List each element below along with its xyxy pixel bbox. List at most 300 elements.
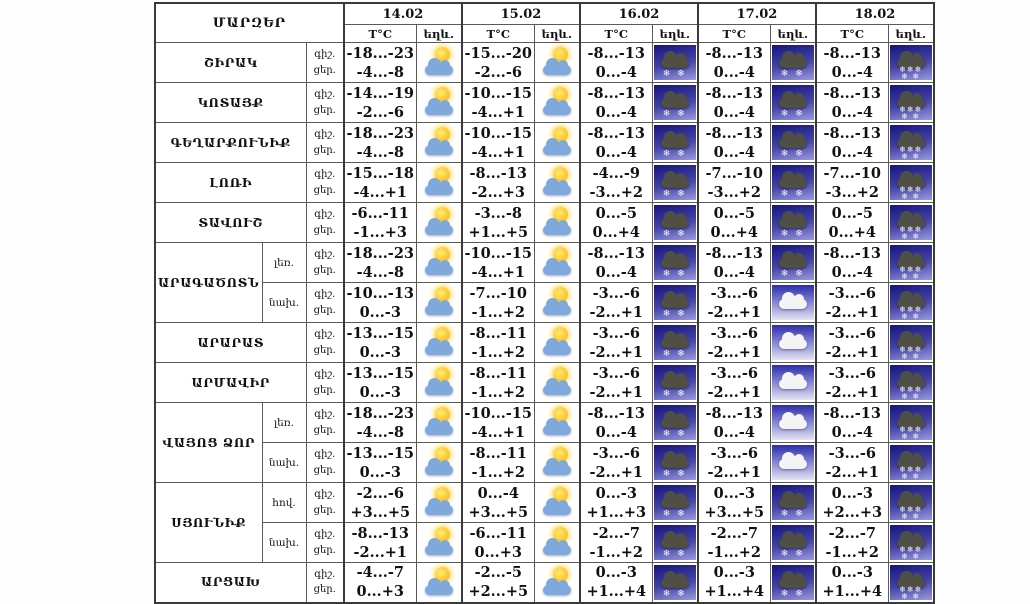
weather-icon-cell [770, 163, 816, 203]
night-temp: -13...-15 [346, 364, 415, 382]
temperature-cell [580, 123, 652, 163]
snowflakes: ❄ ❄ [780, 549, 805, 559]
day-temp: 0...-3 [359, 303, 401, 321]
day-temp: -4...+1 [353, 183, 407, 201]
cloud-icon [425, 345, 453, 355]
weather-icon-cell [652, 83, 698, 123]
night-temp: -4...-9 [592, 164, 640, 182]
snowflakes: ❄ ❄ [780, 269, 805, 279]
cloud-icon [425, 465, 453, 475]
partly-cloudy-icon [418, 205, 460, 240]
day-temp: -2...+1 [825, 383, 879, 401]
snow-icon [772, 245, 814, 280]
weather-icon-cell [416, 203, 462, 243]
night-temp: -3...-6 [592, 324, 640, 342]
weather-icon-cell [888, 163, 934, 203]
temperature-cell [698, 43, 770, 83]
temperature-cell [816, 123, 888, 163]
temp-column-header: T°C [816, 25, 888, 43]
cloud-icon [543, 505, 571, 515]
night-label: գիշ. [314, 169, 336, 180]
day-temp: -1...+2 [825, 543, 879, 561]
weather-icon-cell [534, 323, 580, 363]
night-temp: 0...-5 [595, 204, 637, 222]
day-temp: 0...-3 [359, 383, 401, 401]
night-temp: -18...-23 [346, 124, 415, 142]
snowflakes: ❄ ❄ [662, 149, 687, 159]
zone-label: նախ. [262, 443, 306, 483]
night-temp: 0...-5 [831, 204, 873, 222]
partly-cloudy-icon [418, 45, 460, 80]
cloud-icon [425, 385, 453, 395]
snowflakes: ❄ ❄ [780, 189, 805, 199]
night-temp: -3...-8 [474, 204, 522, 222]
day-temp: -4...-8 [356, 63, 404, 81]
weather-icon-cell [652, 523, 698, 563]
day-label: ցեր. [313, 144, 336, 156]
weather-icon-cell [416, 483, 462, 523]
region-name: ԱՐՄԱՎԻՐ [155, 363, 306, 403]
temperature-cell [816, 283, 888, 323]
cloud-icon [661, 418, 689, 428]
night-temp: -8...-13 [823, 84, 881, 102]
partly-cloudy-icon [536, 285, 578, 320]
night-temp: -8...-11 [469, 364, 527, 382]
cloud-icon [779, 258, 807, 268]
temperature-cell [580, 283, 652, 323]
night-temp: -2...-7 [592, 524, 640, 542]
date-header-5: 18.02 [816, 3, 934, 25]
weather-icon-cell [770, 443, 816, 483]
night-temp: -15...-18 [346, 164, 415, 182]
night-temp: -7...-10 [469, 284, 527, 302]
snowflakes: ❄ ❄ [780, 69, 805, 79]
temp-column-header: T°C [698, 25, 770, 43]
weather-icon-cell [416, 83, 462, 123]
header-dates-row [155, 3, 934, 25]
day-temp: 0...-4 [831, 423, 873, 441]
heavy-snow-icon [890, 45, 932, 80]
heavy-snow-icon [890, 485, 932, 520]
table-row [155, 243, 934, 283]
night-temp: 0...-3 [713, 484, 755, 502]
day-temp: -2...-6 [474, 63, 522, 81]
night-label: գիշ. [314, 529, 336, 540]
weather-icon-cell [534, 43, 580, 83]
cloud-icon [661, 458, 689, 468]
temperature-cell [698, 563, 770, 603]
weather-icon-cell [770, 123, 816, 163]
temperature-cell [344, 523, 416, 563]
weather-icon-cell [770, 43, 816, 83]
weather-icon-cell [534, 443, 580, 483]
temperature-cell [816, 483, 888, 523]
day-temp: 0...-4 [595, 63, 637, 81]
temperature-cell [698, 203, 770, 243]
night-temp: -3...-6 [710, 444, 758, 462]
day-night-labels [306, 483, 344, 523]
day-temp: 0...+4 [592, 223, 640, 241]
weather-icon-cell [770, 403, 816, 443]
date-header-4: 17.02 [698, 3, 816, 25]
weather-icon-cell [888, 323, 934, 363]
night-temp: 0...-3 [595, 484, 637, 502]
cloud-icon [425, 425, 453, 435]
day-temp: 0...-4 [713, 103, 755, 121]
table-row [155, 483, 934, 523]
temperature-cell [462, 563, 534, 603]
weather-icon-cell [534, 563, 580, 603]
cloud-icon [543, 65, 571, 75]
partly-cloudy-icon [418, 365, 460, 400]
cloud-icon [661, 98, 689, 108]
day-temp: 0...-4 [713, 423, 755, 441]
weather-icon-cell [652, 203, 698, 243]
zone-label: լեռ. [262, 243, 306, 283]
day-label: ցեր. [313, 504, 336, 516]
zone-label: նախ. [262, 523, 306, 563]
regions-header: ՄԱՐԶԵՐ [155, 3, 344, 43]
snowflakes: ❄❄❄ ❄ ❄ [899, 105, 923, 121]
temp-column-header: T°C [580, 25, 652, 43]
snow-icon [772, 565, 814, 600]
temperature-cell [344, 443, 416, 483]
night-temp: -3...-6 [710, 364, 758, 382]
heavy-snow-icon [890, 405, 932, 440]
temperature-cell [698, 443, 770, 483]
snowflakes: ❄ ❄ [662, 588, 687, 599]
day-night-labels [306, 363, 344, 403]
snowflakes: ❄❄❄ ❄ ❄ [899, 425, 923, 441]
partly-cloudy-icon [536, 245, 578, 280]
weather-icon-cell [416, 163, 462, 203]
day-label: ցեր. [313, 384, 336, 396]
weather-icon-cell [416, 523, 462, 563]
night-label: գիշ. [314, 568, 336, 580]
night-label: գիշ. [314, 409, 336, 420]
night-temp: -3...-6 [592, 284, 640, 302]
weather-icon-cell [652, 363, 698, 403]
cloud-icon [543, 185, 571, 195]
day-night-labels [306, 563, 344, 603]
snow-icon [654, 165, 696, 200]
cloud-icon [661, 138, 689, 148]
temperature-cell [816, 443, 888, 483]
night-temp: -8...-11 [469, 324, 527, 342]
day-temp: -1...+3 [353, 223, 407, 241]
temperature-cell [462, 323, 534, 363]
day-temp: -1...+2 [471, 303, 525, 321]
heavy-snow-icon [890, 365, 932, 400]
region-name: ՎԱՅՈՑ ՁՈՐ [155, 403, 262, 483]
partly-cloudy-icon [418, 445, 460, 480]
weather-icon-cell [888, 203, 934, 243]
snowflakes: ❄ ❄ [662, 549, 687, 559]
region-name: ԱՐՑԱԽ [155, 563, 306, 603]
night-label: գիշ. [314, 449, 336, 460]
day-temp: +1...+4 [822, 583, 883, 601]
day-temp: 0...-4 [595, 263, 637, 281]
temperature-cell [344, 43, 416, 83]
snow-icon [654, 245, 696, 280]
night-temp: -18...-23 [346, 404, 415, 422]
heavy-snow-icon [890, 85, 932, 120]
day-temp: +1...+4 [704, 583, 765, 601]
weather-icon-cell [534, 83, 580, 123]
partly-cloudy-icon [418, 165, 460, 200]
temperature-cell [698, 323, 770, 363]
region-name: ՇԻՐԱԿ [155, 43, 306, 83]
day-label: ցեր. [313, 464, 336, 476]
weather-icon-cell [888, 523, 934, 563]
temperature-cell [462, 43, 534, 83]
snow-icon [654, 445, 696, 480]
cloud-icon [543, 425, 571, 435]
day-night-labels [306, 283, 344, 323]
snow-icon [654, 285, 696, 320]
snow-icon [772, 85, 814, 120]
weather-icon-cell [416, 43, 462, 83]
day-temp: -3...+2 [707, 183, 761, 201]
weather-icon-cell [770, 243, 816, 283]
cloud-icon [779, 498, 807, 508]
temperature-cell [816, 563, 888, 603]
heavy-snow-icon [890, 125, 932, 160]
temperature-cell [698, 523, 770, 563]
temperature-cell [698, 243, 770, 283]
cloud-icon [543, 145, 571, 155]
day-label: ցեր. [313, 104, 336, 116]
night-temp: -10...-15 [464, 404, 533, 422]
cloud-icon [779, 138, 807, 148]
weather-icon-cell [770, 283, 816, 323]
day-temp: 0...-4 [595, 423, 637, 441]
night-temp: -8...-13 [705, 244, 763, 262]
day-temp: -2...+1 [589, 383, 643, 401]
partly-cloudy-icon [536, 165, 578, 200]
day-label: ցեր. [313, 344, 336, 356]
night-temp: -4...-7 [356, 564, 404, 582]
temperature-cell [462, 523, 534, 563]
temperature-cell [816, 83, 888, 123]
cloud-icon [661, 538, 689, 548]
cloud-icon [661, 178, 689, 188]
partly-cloudy-icon [536, 445, 578, 480]
weather-column-header: եղև. [652, 25, 698, 43]
partly-cloudy-icon [536, 365, 578, 400]
day-temp: -1...+2 [589, 543, 643, 561]
temperature-cell [462, 243, 534, 283]
day-label: ցեր. [313, 224, 336, 236]
cloudy-icon [772, 285, 814, 320]
temperature-cell [344, 563, 416, 603]
temperature-cell [344, 323, 416, 363]
weather-icon-cell [652, 283, 698, 323]
night-temp: -8...-13 [705, 404, 763, 422]
day-temp: 0...-4 [831, 103, 873, 121]
temperature-cell [816, 163, 888, 203]
table-row [155, 163, 934, 203]
temperature-cell [462, 123, 534, 163]
night-label: գիշ. [314, 89, 336, 100]
snowflakes: ❄ ❄ [662, 389, 687, 399]
partly-cloudy-icon [418, 485, 460, 520]
weather-icon-cell [416, 243, 462, 283]
snowflakes: ❄❄❄ ❄ ❄ [899, 65, 923, 81]
temperature-cell [580, 203, 652, 243]
weather-icon-cell [534, 243, 580, 283]
snow-icon [654, 365, 696, 400]
night-temp: -14...-19 [346, 84, 415, 102]
night-temp: -2...-5 [474, 564, 522, 582]
snowflakes: ❄❄❄ ❄ ❄ [899, 265, 923, 281]
day-temp: -2...+1 [589, 463, 643, 481]
day-night-labels [306, 443, 344, 483]
temperature-cell [462, 203, 534, 243]
snowflakes: ❄ ❄ [662, 349, 687, 359]
cloud-icon [661, 258, 689, 268]
night-temp: -8...-13 [587, 84, 645, 102]
day-temp: -4...-8 [356, 423, 404, 441]
cloud-icon [543, 265, 571, 275]
night-temp: -8...-13 [351, 524, 409, 542]
snowflakes: ❄❄❄ ❄ ❄ [899, 465, 923, 481]
date-header-3: 16.02 [580, 3, 698, 25]
weather-icon-cell [770, 563, 816, 603]
weather-icon-cell [416, 323, 462, 363]
day-label: ցեր. [313, 264, 336, 276]
temperature-cell [580, 443, 652, 483]
forecast-table-body [155, 43, 934, 603]
day-temp: -1...+2 [707, 543, 761, 561]
day-temp: -2...+1 [707, 463, 761, 481]
temperature-cell [580, 563, 652, 603]
snowflakes: ❄ ❄ [662, 269, 687, 279]
weather-icon-cell [416, 283, 462, 323]
cloud-icon [543, 585, 571, 595]
weather-icon-cell [416, 123, 462, 163]
snowflakes: ❄❄❄ ❄ ❄ [899, 145, 923, 161]
region-name: ԼՈՌԻ [155, 163, 306, 203]
day-temp: -2...+1 [825, 463, 879, 481]
day-temp: -2...-6 [356, 103, 404, 121]
snow-icon [654, 525, 696, 560]
snow-icon [654, 565, 696, 600]
night-temp: -3...-6 [710, 324, 758, 342]
cloud-icon [779, 218, 807, 228]
cloud-icon [425, 145, 453, 155]
partly-cloudy-icon [536, 45, 578, 80]
partly-cloudy-icon [536, 125, 578, 160]
night-temp: 0...-3 [713, 564, 755, 582]
night-temp: -8...-13 [705, 84, 763, 102]
temperature-cell [344, 283, 416, 323]
day-temp: +3...+5 [468, 503, 529, 521]
table-row [155, 403, 934, 443]
partly-cloudy-icon [418, 405, 460, 440]
night-temp: 0...-4 [477, 484, 519, 502]
weather-icon-cell [652, 483, 698, 523]
day-temp: 0...-4 [713, 63, 755, 81]
snowflakes: ❄❄❄ ❄ ❄ [899, 225, 923, 241]
temperature-cell [462, 403, 534, 443]
table-row [155, 203, 934, 243]
day-temp: 0...-4 [595, 103, 637, 121]
heavy-snow-icon [890, 245, 932, 280]
night-temp: -18...-23 [346, 244, 415, 262]
temp-column-header: T°C [462, 25, 534, 43]
day-temp: -4...+1 [471, 263, 525, 281]
temperature-cell [344, 163, 416, 203]
weather-icon-cell [534, 203, 580, 243]
snowflakes: ❄ ❄ [780, 509, 805, 519]
snow-icon [772, 125, 814, 160]
temperature-cell [344, 203, 416, 243]
snowflakes: ❄ ❄ [662, 229, 687, 239]
night-label: գիշ. [314, 249, 336, 260]
night-temp: -18...-23 [346, 44, 415, 62]
temperature-cell [580, 43, 652, 83]
day-temp: -1...+2 [471, 343, 525, 361]
date-header-2: 15.02 [462, 3, 580, 25]
zone-label: նախ. [262, 283, 306, 323]
temperature-cell [698, 363, 770, 403]
cloud-icon [543, 465, 571, 475]
temperature-cell [816, 523, 888, 563]
temperature-cell [580, 363, 652, 403]
partly-cloudy-icon [536, 405, 578, 440]
weather-icon-cell [652, 323, 698, 363]
weather-icon-cell [534, 403, 580, 443]
day-label: ցեր. [313, 424, 336, 436]
snow-icon [654, 125, 696, 160]
snowflakes: ❄ ❄ [662, 469, 687, 479]
snow-icon [654, 325, 696, 360]
cloud-icon [425, 105, 453, 115]
cloudy-icon [772, 325, 814, 360]
partly-cloudy-icon [418, 285, 460, 320]
partly-cloudy-icon [536, 525, 578, 560]
night-temp: -8...-13 [587, 44, 645, 62]
weather-icon-cell [534, 283, 580, 323]
day-temp: 0...-4 [713, 143, 755, 161]
weather-icon-cell [770, 483, 816, 523]
temperature-cell [698, 163, 770, 203]
table-row [155, 123, 934, 163]
weather-icon-cell [534, 483, 580, 523]
cloudy-icon [772, 365, 814, 400]
snowflakes: ❄❄❄ ❄ ❄ [899, 505, 923, 521]
snowflakes: ❄ ❄ [780, 229, 805, 239]
day-label: ցեր. [313, 544, 336, 556]
night-temp: -3...-6 [592, 364, 640, 382]
day-temp: 0...+4 [828, 223, 876, 241]
weather-icon-cell [534, 523, 580, 563]
temperature-cell [816, 403, 888, 443]
night-temp: -10...-13 [346, 284, 415, 302]
cloud-icon [425, 545, 453, 555]
day-label: ցեր. [313, 304, 336, 316]
weather-icon-cell [416, 403, 462, 443]
weather-icon-cell [652, 403, 698, 443]
cloud-icon [543, 385, 571, 395]
weather-icon-cell [770, 363, 816, 403]
heavy-snow-icon [890, 325, 932, 360]
night-temp: -15...-20 [464, 44, 533, 62]
night-temp: -10...-15 [464, 84, 533, 102]
temperature-cell [580, 523, 652, 563]
day-temp: 0...-4 [595, 143, 637, 161]
